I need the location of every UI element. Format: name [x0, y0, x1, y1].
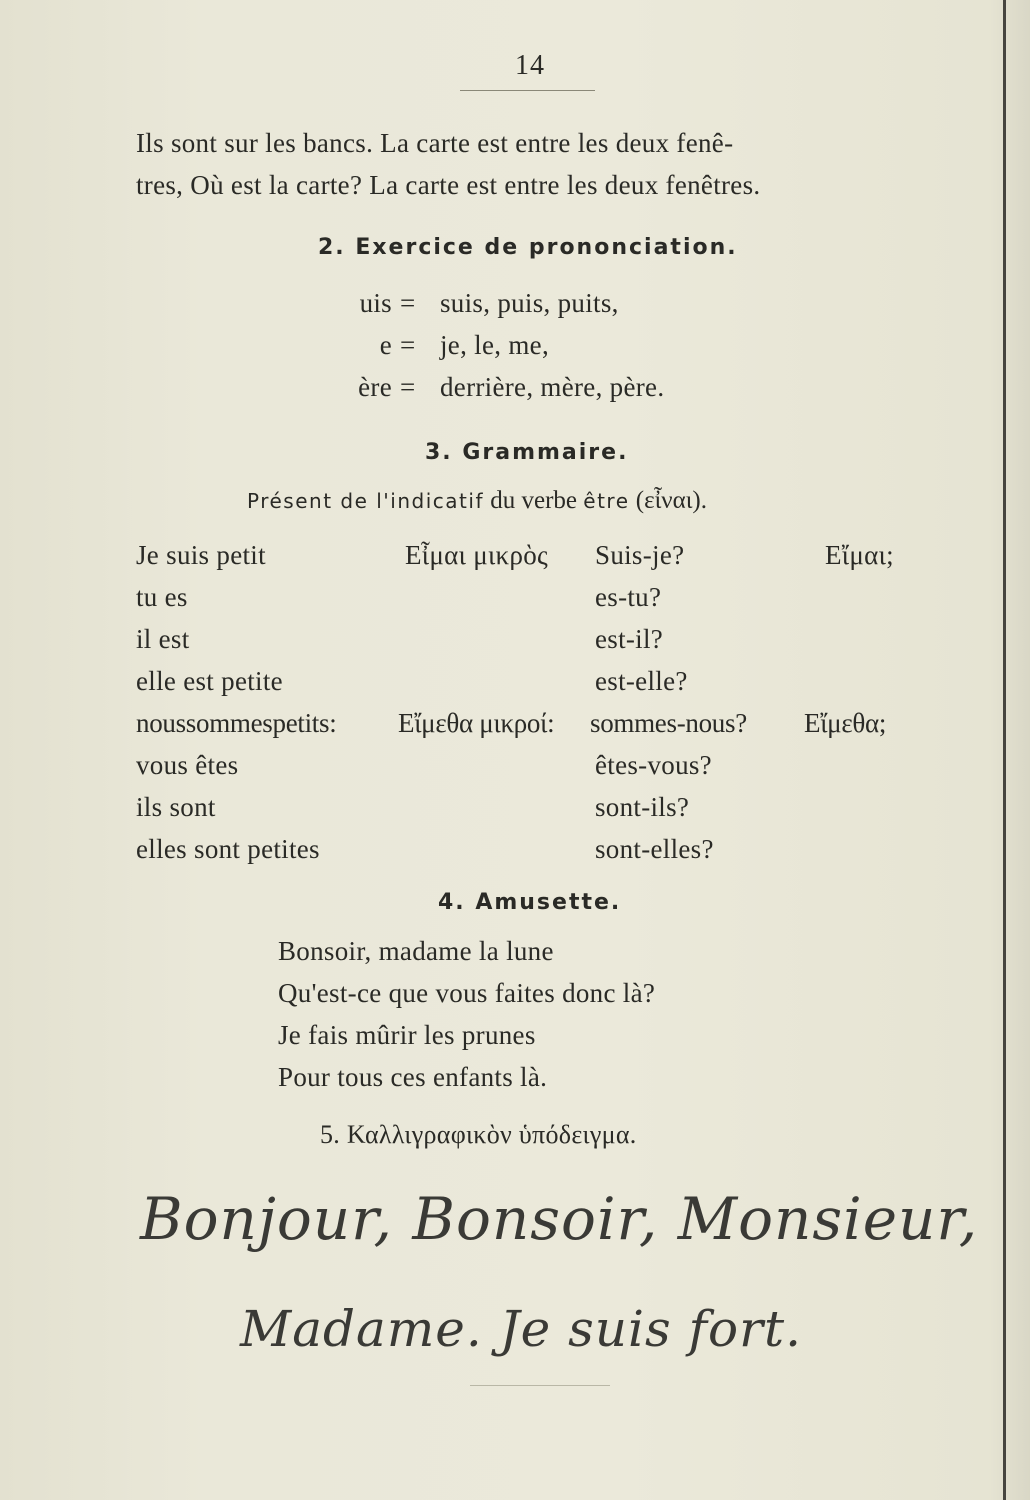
subtitle-verb: du verbe	[490, 487, 578, 514]
conj-question: sont-ils?	[595, 792, 690, 822]
conj-french: elles sont petites	[136, 834, 320, 864]
pron-examples: suis, puis, puits,	[440, 288, 619, 318]
pron-equals: =	[400, 288, 416, 318]
section-3-heading: 3. Grammaire.	[425, 440, 629, 465]
subtitle-greek: (εἶναι).	[635, 487, 708, 514]
conj-greek: Εἶμαι μικρὸς	[405, 540, 549, 570]
conj-question: est-elle?	[595, 666, 688, 696]
intro-line-1: Ils sont sur les bancs. La carte est entre les deux fenê-	[136, 128, 734, 158]
page-number: 14	[515, 50, 545, 81]
conj-question-greek: Εἴμαι;	[825, 540, 894, 570]
conj-french: Je suis petit	[136, 540, 266, 570]
conj-french: ils sont	[136, 792, 216, 822]
page-edge-line	[1003, 0, 1006, 1500]
poem-line: Qu'est-ce que vous faites donc là?	[278, 978, 656, 1008]
subtitle-etre: être	[583, 489, 630, 513]
poem-line: Je fais mûrir les prunes	[278, 1020, 536, 1050]
pron-examples: derrière, mère, père.	[440, 372, 665, 402]
section-5-heading: 5. Καλλιγραφικὸν ὑπόδειγμα.	[320, 1120, 637, 1149]
grammar-subtitle	[247, 487, 707, 515]
page-number-rule	[460, 90, 595, 91]
poem-line: Pour tous ces enfants là.	[278, 1062, 548, 1092]
conj-greek: Εἴμεθα μικροί:	[398, 708, 555, 738]
calligraphy-line-1: Bonjour, Bonsoir, Monsieur,	[140, 1185, 979, 1253]
conj-question: Suis-je?	[595, 540, 685, 570]
calligraphy-line-2: Madame. Je suis fort.	[240, 1300, 803, 1358]
conj-question: est-il?	[595, 624, 664, 654]
section-2-heading: 2. Exercice de prononciation.	[318, 235, 738, 260]
subtitle-present: Présent de l'indicatif	[247, 489, 484, 513]
pron-sound: e	[379, 330, 392, 360]
pron-sound: uis	[359, 288, 392, 318]
section-4-heading: 4. Amusette.	[438, 890, 622, 915]
conj-question: sommes-nous?	[590, 708, 747, 738]
conj-french: tu es	[136, 582, 188, 612]
pron-equals: =	[400, 330, 416, 360]
conj-french: elle est petite	[136, 666, 283, 696]
poem-line: Bonsoir, madame la lune	[278, 936, 554, 966]
pron-sound: ère	[358, 372, 392, 402]
conj-question: sont-elles?	[595, 834, 714, 864]
pron-examples: je, le, me,	[440, 330, 550, 360]
pron-equals: =	[400, 372, 416, 402]
conj-question: êtes-vous?	[595, 750, 712, 780]
conj-french: noussommespetits:	[136, 708, 337, 738]
conj-french: vous êtes	[136, 750, 239, 780]
footer-rule	[470, 1385, 610, 1386]
conj-french: il est	[136, 624, 190, 654]
conj-question-greek: Εἴμεθα;	[804, 708, 887, 738]
intro-line-2: tres, Où est la carte? La carte est entre les deux fenêtres.	[136, 170, 761, 200]
conj-question: es-tu?	[595, 582, 662, 612]
